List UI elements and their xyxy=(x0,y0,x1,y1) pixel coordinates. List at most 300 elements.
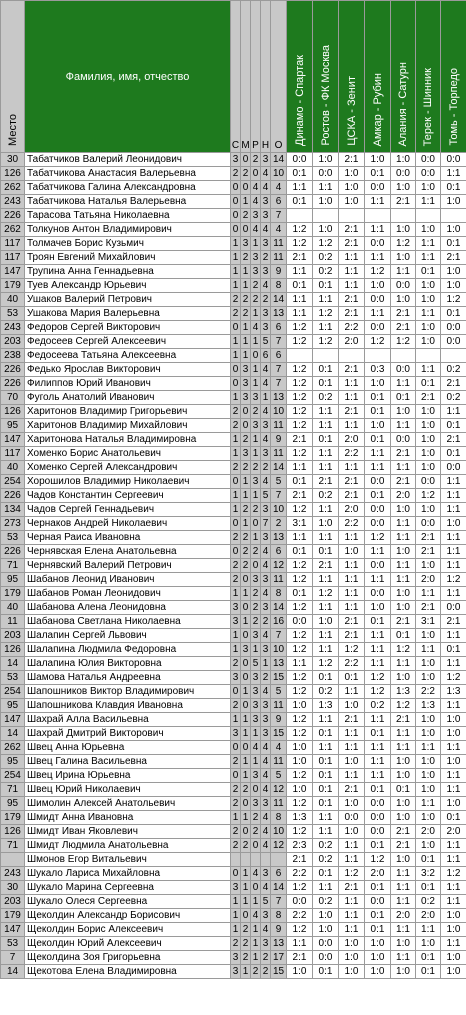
stat-m-cell: 0 xyxy=(241,909,251,923)
table-row xyxy=(1,489,466,503)
stat-n-cell: 3 xyxy=(261,867,271,881)
score-cell: 1:1 xyxy=(416,237,441,251)
score-cell: 1:0 xyxy=(339,545,365,559)
score-cell: 1:0 xyxy=(416,461,441,475)
stat-n-cell: 4 xyxy=(261,433,271,447)
score-cell: 0:1 xyxy=(391,391,416,405)
stat-m-cell: 0 xyxy=(241,419,251,433)
score-cell: 0:2 xyxy=(313,489,339,503)
score-cell: 1:0 xyxy=(339,167,365,181)
points-cell: 5 xyxy=(271,475,287,489)
score-cell: 1:2 xyxy=(287,769,313,783)
place-cell: 126 xyxy=(1,643,25,657)
score-cell: 1:1 xyxy=(313,419,339,433)
name-cell: Толкунов Антон Владимирович xyxy=(25,223,231,237)
score-cell: 0:0 xyxy=(287,153,313,167)
score-cell: 1:1 xyxy=(441,741,466,755)
stat-n-cell: 3 xyxy=(261,209,271,223)
stat-c-cell: 3 xyxy=(231,601,241,615)
stat-r-cell: 3 xyxy=(251,629,261,643)
stat-r-cell: 1 xyxy=(251,531,261,545)
name-cell: Троян Евгений Михайлович xyxy=(25,251,231,265)
table-row xyxy=(1,727,466,741)
score-cell: 2:1 xyxy=(391,195,416,209)
score-cell: 1:1 xyxy=(441,895,466,909)
name-cell: Шмидт Анна Ивановна xyxy=(25,811,231,825)
stat-n-cell: 4 xyxy=(261,755,271,769)
score-cell: 1:2 xyxy=(391,335,416,349)
stat-r-cell: 1 xyxy=(251,447,261,461)
score-cell: 1:2 xyxy=(287,713,313,727)
place-cell: 226 xyxy=(1,545,25,559)
stat-header-c: С xyxy=(231,1,241,153)
score-cell: 0:0 xyxy=(416,167,441,181)
name-cell: Шахрай Дмитрий Викторович xyxy=(25,727,231,741)
name-cell: Федько Ярослав Викторович xyxy=(25,363,231,377)
stat-n-cell: 4 xyxy=(261,839,271,853)
table-row xyxy=(1,391,466,405)
score-cell: 0:2 xyxy=(441,391,466,405)
table-row xyxy=(1,307,466,321)
table-row xyxy=(1,167,466,181)
stat-c-cell: 2 xyxy=(231,699,241,713)
score-cell xyxy=(339,349,365,363)
score-cell: 1:1 xyxy=(391,867,416,881)
stat-m-cell: 0 xyxy=(241,797,251,811)
stat-n-cell: 3 xyxy=(261,531,271,545)
points-cell: 9 xyxy=(271,713,287,727)
score-cell: 0:1 xyxy=(416,265,441,279)
stat-m-cell: 3 xyxy=(241,643,251,657)
stat-c-cell: 2 xyxy=(231,937,241,951)
points-cell: 7 xyxy=(271,377,287,391)
score-cell: 1:1 xyxy=(441,405,466,419)
score-cell: 1:0 xyxy=(391,965,416,979)
score-cell: 1:2 xyxy=(416,489,441,503)
score-cell: 0:0 xyxy=(365,293,391,307)
score-cell: 1:1 xyxy=(391,923,416,937)
stat-m-cell: 0 xyxy=(241,181,251,195)
score-cell: 1:2 xyxy=(365,335,391,349)
points-cell: 9 xyxy=(271,265,287,279)
score-cell: 2:1 xyxy=(287,489,313,503)
stat-n-cell: 3 xyxy=(261,573,271,587)
score-cell: 1:1 xyxy=(339,377,365,391)
points-cell: 14 xyxy=(271,461,287,475)
stat-r-cell: 2 xyxy=(251,461,261,475)
stat-n-cell: 5 xyxy=(261,895,271,909)
stat-r-cell: 1 xyxy=(251,307,261,321)
stat-c-cell: 2 xyxy=(231,657,241,671)
place-cell: 40 xyxy=(1,461,25,475)
score-cell xyxy=(441,349,466,363)
stat-c-cell: 0 xyxy=(231,363,241,377)
points-cell: 13 xyxy=(271,307,287,321)
score-cell: 1:0 xyxy=(416,433,441,447)
place-cell xyxy=(1,853,25,867)
stat-n-cell: 4 xyxy=(261,181,271,195)
score-cell: 1:2 xyxy=(287,727,313,741)
place-cell: 179 xyxy=(1,279,25,293)
score-cell: 2:1 xyxy=(391,825,416,839)
table-row xyxy=(1,223,466,237)
table-row xyxy=(1,503,466,517)
score-cell: 1:1 xyxy=(391,573,416,587)
score-cell: 2:1 xyxy=(339,615,365,629)
place-cell: 53 xyxy=(1,937,25,951)
stat-r-cell: 3 xyxy=(251,699,261,713)
score-cell: 0:0 xyxy=(441,153,466,167)
score-cell: 0:1 xyxy=(313,867,339,881)
place-cell: 238 xyxy=(1,349,25,363)
score-cell: 0:2 xyxy=(416,895,441,909)
stat-r-cell: 4 xyxy=(251,181,261,195)
score-cell: 1:1 xyxy=(416,923,441,937)
score-cell: 1:1 xyxy=(365,769,391,783)
score-cell: 0:1 xyxy=(441,811,466,825)
stat-header-r: Р xyxy=(251,1,261,153)
score-cell: 1:0 xyxy=(339,195,365,209)
place-cell: 226 xyxy=(1,363,25,377)
score-cell: 2:1 xyxy=(416,545,441,559)
stat-n-cell: 7 xyxy=(261,517,271,531)
score-cell: 1:1 xyxy=(313,321,339,335)
score-cell: 0:2 xyxy=(441,363,466,377)
score-cell: 0:0 xyxy=(365,237,391,251)
points-cell: 13 xyxy=(271,937,287,951)
stat-m-cell: 3 xyxy=(241,447,251,461)
score-cell: 2:1 xyxy=(339,363,365,377)
name-cell: Табатчикова Анастасия Валерьевна xyxy=(25,167,231,181)
stat-r-cell: 0 xyxy=(251,349,261,363)
score-cell: 1:1 xyxy=(391,265,416,279)
stat-r-cell: 4 xyxy=(251,321,261,335)
score-cell: 1:0 xyxy=(391,797,416,811)
stat-r-cell: 1 xyxy=(251,489,261,503)
stat-r-cell xyxy=(251,853,261,867)
place-cell: 147 xyxy=(1,433,25,447)
match-header: Ростов - ФК Москва xyxy=(313,1,339,153)
score-cell: 1:0 xyxy=(339,181,365,195)
score-cell: 0:1 xyxy=(365,615,391,629)
score-cell: 1:1 xyxy=(391,727,416,741)
stat-c-cell: 2 xyxy=(231,531,241,545)
score-cell: 1:3 xyxy=(416,699,441,713)
stat-r-cell: 1 xyxy=(251,895,261,909)
stat-m-cell: 0 xyxy=(241,671,251,685)
score-cell: 1:2 xyxy=(287,223,313,237)
place-cell: 262 xyxy=(1,181,25,195)
name-cell: Шабанова Светлана Николаевна xyxy=(25,615,231,629)
score-cell: 0:3 xyxy=(365,363,391,377)
score-cell: 1:0 xyxy=(313,223,339,237)
score-cell: 2:0 xyxy=(441,825,466,839)
table-row xyxy=(1,209,466,223)
stat-m-cell: 3 xyxy=(241,391,251,405)
points-cell: 6 xyxy=(271,195,287,209)
score-cell: 1:1 xyxy=(391,741,416,755)
stat-m-cell: 0 xyxy=(241,223,251,237)
stat-n-cell: 5 xyxy=(261,489,271,503)
table-row xyxy=(1,951,466,965)
table-row xyxy=(1,559,466,573)
stat-r-cell: 2 xyxy=(251,811,261,825)
stat-r-cell: 3 xyxy=(251,251,261,265)
stat-m-cell: 2 xyxy=(241,783,251,797)
score-cell xyxy=(339,209,365,223)
name-cell: Шабанов Леонид Иванович xyxy=(25,573,231,587)
points-cell: 7 xyxy=(271,629,287,643)
score-cell: 1:1 xyxy=(339,461,365,475)
score-cell: 0:1 xyxy=(365,405,391,419)
stat-c-cell: 2 xyxy=(231,783,241,797)
score-cell: 1:0 xyxy=(416,713,441,727)
score-cell: 1:1 xyxy=(339,587,365,601)
stat-m-cell: 2 xyxy=(241,167,251,181)
score-cell: 1:1 xyxy=(391,517,416,531)
score-cell: 1:1 xyxy=(391,461,416,475)
match-header: ЦСКА - Зенит xyxy=(339,1,365,153)
points-cell: 11 xyxy=(271,573,287,587)
match-header: Томь - Торпедо xyxy=(441,1,466,153)
score-cell: 1:3 xyxy=(441,685,466,699)
score-cell: 1:0 xyxy=(416,839,441,853)
score-cell: 1:1 xyxy=(416,307,441,321)
stat-r-cell: 1 xyxy=(251,377,261,391)
score-cell: 1:2 xyxy=(287,237,313,251)
stat-c-cell: 3 xyxy=(231,671,241,685)
score-cell: 0:1 xyxy=(287,195,313,209)
place-cell: 262 xyxy=(1,741,25,755)
stat-r-cell: 0 xyxy=(251,167,261,181)
score-cell: 1:0 xyxy=(313,615,339,629)
score-cell: 2:1 xyxy=(339,713,365,727)
stat-r-cell: 1 xyxy=(251,755,261,769)
stat-r-cell: 2 xyxy=(251,153,261,167)
table-row xyxy=(1,475,466,489)
table-row xyxy=(1,965,466,979)
stat-c-cell: 3 xyxy=(231,881,241,895)
score-cell: 2:1 xyxy=(339,629,365,643)
score-cell: 2:1 xyxy=(339,783,365,797)
points-cell: 14 xyxy=(271,881,287,895)
score-cell: 1:0 xyxy=(365,937,391,951)
score-cell: 1:0 xyxy=(391,937,416,951)
table-row xyxy=(1,699,466,713)
score-cell: 1:1 xyxy=(441,167,466,181)
score-cell: 0:1 xyxy=(287,279,313,293)
table-row xyxy=(1,321,466,335)
score-cell: 0:0 xyxy=(365,797,391,811)
stat-m-cell: 0 xyxy=(241,657,251,671)
name-cell: Табатчикова Наталья Валерьевна xyxy=(25,195,231,209)
score-cell: 1:1 xyxy=(313,461,339,475)
name-cell: Хоменко Сергей Александрович xyxy=(25,461,231,475)
stat-n-cell: 4 xyxy=(261,881,271,895)
score-cell: 1:0 xyxy=(313,153,339,167)
score-cell: 1:1 xyxy=(287,937,313,951)
table-row xyxy=(1,755,466,769)
stat-n-cell: 2 xyxy=(261,965,271,979)
score-cell: 1:1 xyxy=(313,181,339,195)
stat-c-cell: 1 xyxy=(231,433,241,447)
score-cell: 0:0 xyxy=(441,461,466,475)
table-row xyxy=(1,671,466,685)
score-cell: 1:1 xyxy=(441,559,466,573)
table-row xyxy=(1,293,466,307)
stat-m-cell: 2 xyxy=(241,307,251,321)
name-cell: Шукало Олеся Сергеевна xyxy=(25,895,231,909)
stat-n-cell: 4 xyxy=(261,825,271,839)
score-cell: 2:0 xyxy=(339,503,365,517)
stat-c-cell: 0 xyxy=(231,209,241,223)
score-cell: 1:1 xyxy=(339,265,365,279)
points-cell: 10 xyxy=(271,503,287,517)
score-cell: 1:1 xyxy=(287,181,313,195)
score-cell: 1:1 xyxy=(391,881,416,895)
stat-c-cell: 3 xyxy=(231,965,241,979)
score-cell: 1:0 xyxy=(416,755,441,769)
score-cell: 2:0 xyxy=(391,909,416,923)
stat-c-cell: 0 xyxy=(231,181,241,195)
score-cell: 0:0 xyxy=(416,517,441,531)
score-cell: 1:1 xyxy=(287,657,313,671)
score-cell: 1:1 xyxy=(441,839,466,853)
stat-c-cell: 0 xyxy=(231,377,241,391)
points-cell: 7 xyxy=(271,363,287,377)
name-cell: Швец Ирина Юрьевна xyxy=(25,769,231,783)
name-cell: Чернявский Валерий Петрович xyxy=(25,559,231,573)
score-cell: 0:1 xyxy=(416,951,441,965)
score-cell: 1:0 xyxy=(391,293,416,307)
score-cell: 1:1 xyxy=(365,713,391,727)
score-cell: 2:2 xyxy=(339,657,365,671)
stat-r-cell: 4 xyxy=(251,195,261,209)
points-cell: 5 xyxy=(271,685,287,699)
table-row xyxy=(1,573,466,587)
stat-c-cell: 0 xyxy=(231,475,241,489)
score-cell: 1:0 xyxy=(365,153,391,167)
score-cell: 0:1 xyxy=(365,909,391,923)
score-cell: 1:1 xyxy=(365,223,391,237)
stat-n-cell: 4 xyxy=(261,223,271,237)
score-cell: 1:0 xyxy=(416,335,441,349)
stat-m-cell: 1 xyxy=(241,811,251,825)
score-cell: 1:0 xyxy=(287,783,313,797)
place-cell: 126 xyxy=(1,825,25,839)
table-row xyxy=(1,377,466,391)
score-cell: 1:2 xyxy=(313,587,339,601)
score-cell: 1:2 xyxy=(287,671,313,685)
table-row xyxy=(1,461,466,475)
score-cell: 0:2 xyxy=(313,895,339,909)
stat-m-cell: 1 xyxy=(241,965,251,979)
score-cell: 1:0 xyxy=(416,937,441,951)
stat-m-cell: 1 xyxy=(241,895,251,909)
stat-r-cell: 2 xyxy=(251,405,261,419)
stat-c-cell: 1 xyxy=(231,335,241,349)
score-cell: 1:2 xyxy=(287,391,313,405)
score-cell: 3:1 xyxy=(287,517,313,531)
score-cell: 1:0 xyxy=(313,195,339,209)
points-cell: 9 xyxy=(271,433,287,447)
stat-r-cell: 2 xyxy=(251,293,261,307)
table-row xyxy=(1,545,466,559)
stat-r-cell: 5 xyxy=(251,657,261,671)
score-cell: 1:0 xyxy=(391,755,416,769)
stat-n-cell: 4 xyxy=(261,545,271,559)
score-cell: 1:0 xyxy=(287,755,313,769)
score-cell xyxy=(287,349,313,363)
score-cell: 1:2 xyxy=(287,321,313,335)
match-header: Амкар - Рубин xyxy=(365,1,391,153)
stat-r-cell: 2 xyxy=(251,601,261,615)
stat-n-cell: 1 xyxy=(261,657,271,671)
stat-c-cell: 0 xyxy=(231,321,241,335)
score-cell: 1:2 xyxy=(287,685,313,699)
score-cell: 2:1 xyxy=(313,475,339,489)
table-row xyxy=(1,153,466,167)
stat-m-cell: 2 xyxy=(241,293,251,307)
stat-c-cell: 0 xyxy=(231,223,241,237)
place-cell: 254 xyxy=(1,685,25,699)
stat-n-cell: 4 xyxy=(261,811,271,825)
place-cell: 117 xyxy=(1,251,25,265)
stat-n-cell: 3 xyxy=(261,321,271,335)
score-cell: 2:1 xyxy=(339,475,365,489)
score-cell: 0:2 xyxy=(365,699,391,713)
stat-m-cell: 1 xyxy=(241,489,251,503)
score-cell: 1:2 xyxy=(365,671,391,685)
score-cell: 1:0 xyxy=(391,181,416,195)
score-cell: 1:0 xyxy=(416,405,441,419)
score-cell: 1:0 xyxy=(391,545,416,559)
score-cell: 1:0 xyxy=(391,853,416,867)
score-cell: 1:3 xyxy=(313,699,339,713)
score-cell: 0:1 xyxy=(441,237,466,251)
place-cell: 53 xyxy=(1,671,25,685)
score-cell: 0:1 xyxy=(313,727,339,741)
stat-m-cell: 2 xyxy=(241,531,251,545)
score-cell: 1:2 xyxy=(365,685,391,699)
stat-m-cell: 1 xyxy=(241,475,251,489)
stat-m-cell: 0 xyxy=(241,699,251,713)
stat-c-cell: 1 xyxy=(231,391,241,405)
points-cell: 6 xyxy=(271,321,287,335)
score-cell xyxy=(365,349,391,363)
score-cell: 2:1 xyxy=(313,559,339,573)
score-cell: 1:1 xyxy=(339,769,365,783)
stat-m-cell: 3 xyxy=(241,237,251,251)
points-cell: 10 xyxy=(271,167,287,181)
score-cell: 0:1 xyxy=(365,727,391,741)
score-cell: 0:1 xyxy=(287,587,313,601)
score-cell: 2:0 xyxy=(416,909,441,923)
name-cell: Щеколдина Зоя Григорьевна xyxy=(25,951,231,965)
score-cell: 2:0 xyxy=(416,573,441,587)
score-cell: 2:1 xyxy=(391,321,416,335)
score-cell: 0:0 xyxy=(441,321,466,335)
table-row xyxy=(1,251,466,265)
score-cell: 1:1 xyxy=(313,293,339,307)
name-cell: Харитонов Владимир Михайлович xyxy=(25,419,231,433)
score-cell: 1:2 xyxy=(287,559,313,573)
points-cell: 13 xyxy=(271,657,287,671)
score-cell: 1:0 xyxy=(365,279,391,293)
score-cell: 1:2 xyxy=(287,825,313,839)
stat-m-cell: 0 xyxy=(241,153,251,167)
place-header: Место xyxy=(1,1,25,153)
